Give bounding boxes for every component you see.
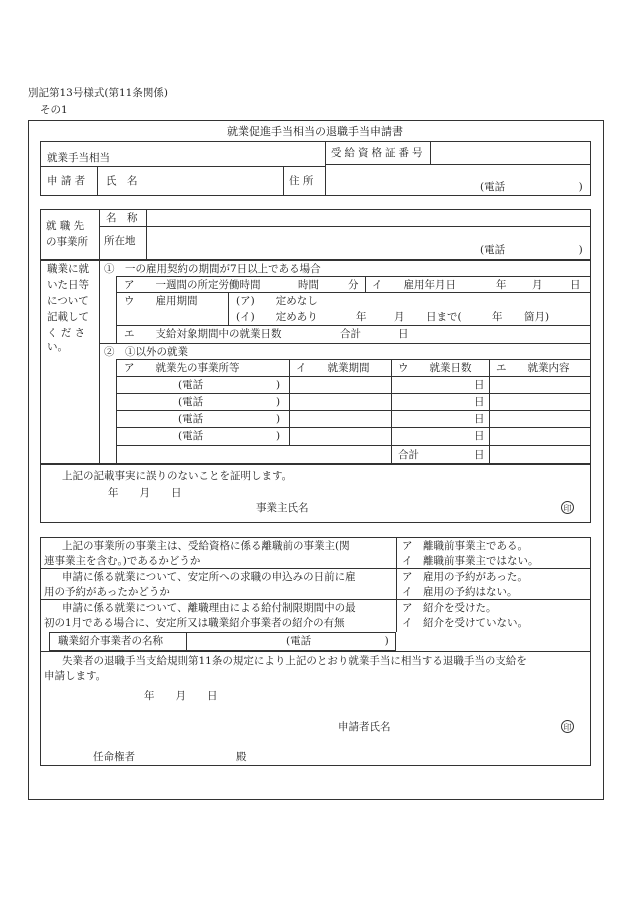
period-indefinite-option[interactable]: (ア) 定めなし (236, 295, 318, 307)
applicant-label: 申 請 者 (47, 175, 86, 187)
side-note-4: 記載して (47, 311, 89, 323)
work-days-total-label: 合計 (340, 328, 361, 340)
side-note-2: いた日等 (47, 279, 89, 291)
employer-label-1: 就 職 先 (46, 220, 85, 232)
hire-month-unit: 月 (532, 279, 543, 291)
name-label: 氏 名 (106, 175, 138, 187)
declaration-line-1: 失業者の退職手当支給規則第11条の規定により上記のとおり就業手当に相当する退職手当の支給を (62, 655, 527, 667)
section-2-total-label: 合計 (398, 449, 419, 461)
form-subtitle: その1 (40, 104, 68, 116)
document-title: 就業促進手当相当の退職手当申請書 (227, 125, 403, 138)
period-fixed-option[interactable]: (イ) 定めあり (236, 311, 318, 323)
employer-label-2: の事業所 (46, 236, 88, 248)
application-date: 年 月 日 (144, 690, 218, 702)
form-number: 別記第13号様式(第11条関係) (28, 87, 168, 99)
work-days-unit: 日 (398, 328, 409, 340)
side-note-1: 職業に就 (47, 263, 89, 275)
cert-statement: 上記の記載事実に誤りのないことを証明します。 (62, 470, 293, 482)
employer-name-field[interactable] (148, 210, 590, 225)
benefit-category: 就業手当相当 (47, 152, 110, 164)
address-label: 住 所 (289, 175, 314, 187)
col-period: イ 就業期間 (296, 362, 370, 374)
question-3-line-1: 申請に係る就業について、離職理由による給付制限期間中の最 (62, 602, 356, 614)
fixed-year-unit-2: 年 (492, 311, 503, 323)
employer-phone: (電話 ) (480, 244, 583, 256)
agency-phone: (電話 ) (286, 635, 389, 647)
fixed-month-unit: 月 (394, 311, 405, 323)
q3-option-a[interactable]: ア 紹介を受けた。 (402, 602, 497, 614)
applicant-phone: (電話 ) (480, 181, 583, 193)
question-2-line-2: 用の予約があったかどうか (44, 586, 170, 598)
question-3-line-2: 初の1月である場合に、安定所又は職業紹介事業者の紹介の有無 (44, 617, 345, 629)
side-note-5: く だ さ (47, 327, 86, 339)
employer-name-label-sign: 事業主氏名 (256, 502, 309, 514)
employer-name-label: 名 称 (106, 212, 138, 224)
q2-option-b[interactable]: イ 雇用の予約はない。 (402, 586, 518, 598)
hire-year-unit: 年 (496, 279, 507, 291)
cert-number-label: 受給資格証番号 (331, 147, 426, 159)
q1-option-a[interactable]: ア 離職前事業主である。 (402, 540, 528, 552)
seal-icon: 印 (561, 501, 574, 514)
employer-signature-field[interactable] (330, 498, 550, 516)
applicant-name-field[interactable] (152, 167, 282, 195)
fixed-until-label: 日まで( (426, 311, 462, 323)
hours-unit: 時間 (298, 279, 319, 291)
side-note-3: について (47, 295, 89, 307)
applicant-name-sign-label: 申請者氏名 (338, 721, 391, 733)
minutes-unit: 分 (348, 279, 359, 291)
weekly-hours-label: ア 一週間の所定労働時間 (124, 279, 261, 291)
declaration-line-2: 申請します。 (44, 670, 107, 682)
q1-option-b[interactable]: イ 離職前事業主ではない。 (402, 555, 539, 567)
fixed-year-unit: 年 (356, 311, 367, 323)
hire-day-unit: 日 (570, 279, 581, 291)
employment-period-label: ウ 雇用期間 (124, 295, 198, 307)
fixed-months-unit: 箇月) (524, 311, 550, 323)
question-1-line-2: 連事業主を含む。)であるかどうか (44, 555, 201, 567)
question-1-line-1: 上記の事業所の事業主は、受給資格に係る離職前の事業主(関 (62, 540, 350, 552)
section-2-total-unit: 日 (474, 449, 485, 461)
section-1-title: ① 一の雇用契約の期間が7日以上である場合 (104, 263, 321, 275)
seal-icon: 印 (561, 720, 574, 733)
cert-number-field[interactable] (432, 142, 590, 164)
side-note-6: い。 (47, 341, 68, 353)
section-2-title: ② ①以外の就業 (104, 346, 188, 358)
applicant-signature-field[interactable] (405, 716, 555, 734)
agency-name-label: 職業紹介事業者の名称 (58, 635, 163, 647)
work-days-label: エ 支給対象期間中の就業日数 (124, 328, 282, 340)
q2-option-a[interactable]: ア 雇用の予約があった。 (402, 571, 528, 583)
cert-date: 年 月 日 (108, 487, 182, 499)
hire-date-label: イ 雇用年月日 (372, 279, 456, 291)
col-workplace: ア 就業先の事業所等 (124, 362, 240, 374)
authority-label: 任命権者 (93, 751, 135, 763)
question-2-line-1: 申請に係る就業について、安定所への求職の申込みの日前に雇 (62, 571, 356, 583)
q3-option-b[interactable]: イ 紹介を受けていない。 (402, 617, 528, 629)
honorific-dono: 殿 (236, 751, 247, 763)
col-content: エ 就業内容 (496, 362, 570, 374)
col-days: ウ 就業日数 (398, 362, 472, 374)
employer-location-label: 所在地 (104, 235, 136, 247)
